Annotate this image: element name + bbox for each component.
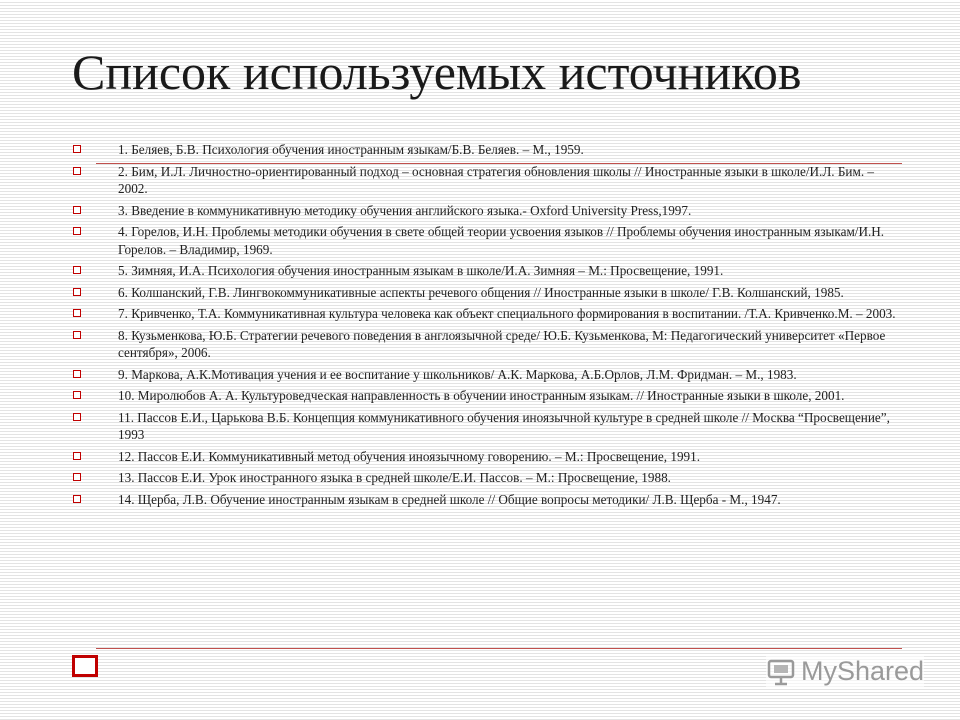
source-text: 7. Кривченко, Т.А. Коммуникативная культура человека как объект специального формирования в воспитании. /Т.А. Кривченко.М. – 2003. [118,306,896,321]
square-bullet-icon [73,309,81,317]
source-text: 14. Щерба, Л.В. Обучение иностранным языкам в средней школе // Общие вопросы методики/ Л.В. Щерба - М., 1947. [118,491,781,507]
source-text: 10. Миролюбов А. А. Культуроведческая направленность в обучении иностранным языкам. // Иностранные языки в школе, 2001. [118,388,845,403]
source-text: 6. Колшанский, Г.В. Лингвокоммуникативные аспекты речевого общения // Иностранные языки в школе/ Г.В. Колшанский, 1985. [118,284,844,300]
source-text: 1. Беляев, Б.В. Психология обучения иностранным языкам/Б.В. Беляев. – М., 1959. [118,142,584,157]
source-text: 3. Введение в коммуникативную методику обучения английского языка.- Oxford University Press,1997. [118,202,692,218]
square-bullet-icon [73,206,81,214]
presentation-screen-icon [766,657,796,687]
watermark-logo [766,656,924,687]
square-bullet-icon [73,370,81,378]
source-text: 5. Зимняя, И.А. Психология обучения иностранным языкам в школе/И.А. Зимняя – М.: Просвещение, 1991. [118,263,724,278]
source-text: 11. Пассов Е.И., Царькова В.Б. Концепция коммуникативного обучения иноязычной культуре в средней школе // Москва “Просвещение”, 1993 [118,409,890,442]
source-text: 9. Маркова, А.К.Мотивация учения и ее воспитание у школьников/ А.К. Маркова, А.Б.Орлов, Л.М. Фридман. – М., 1983. [118,366,797,382]
square-bullet-icon [73,145,81,153]
square-bullet-icon [73,452,81,460]
source-item [72,141,902,159]
square-bullet-icon [73,391,81,399]
source-item [72,163,902,198]
red-rule-bottom [96,648,902,649]
square-bullet-icon [73,288,81,296]
square-bullet-icon [73,413,81,421]
source-list [72,141,902,512]
source-text: 13. Пассов Е.И. Урок иностранного языка в средней школе/Е.И. Пассов. – М.: Просвещение, 1988. [118,470,671,485]
source-text: 12. Пассов Е.И. Коммуникативный метод обучения иноязычному говорению. – М.: Просвещение, 1991. [118,448,701,464]
square-bullet-icon [73,331,81,339]
square-bullet-icon [73,495,81,503]
source-item [72,366,902,384]
source-item [72,491,902,509]
source-item [72,284,902,302]
source-item [72,223,902,258]
source-item [72,305,902,323]
slide-title: Список используемых источников [72,44,802,100]
source-item [72,327,902,362]
square-bullet-icon [73,473,81,481]
watermark-text: MyShared [801,656,925,686]
source-item [72,409,902,444]
source-text: 2. Бим, И.Л. Личностно-ориентированный подход – основная стратегия обновления школы // Иностранные языки в школе/И.Л. Бим. – 2002. [118,163,875,196]
source-text: 4. Горелов, И.Н. Проблемы методики обучения в свете общей теории усвоения языков // Проблемы обучения иностранным языкам/И.Н. Горелов. – Владимир, 1969. [118,224,885,257]
source-item [72,202,902,220]
source-item [72,469,902,487]
empty-bullet-icon [72,655,98,677]
source-item [72,448,902,466]
square-bullet-icon [73,266,81,274]
square-bullet-icon [73,167,81,175]
square-bullet-icon [73,227,81,235]
source-text: 8. Кузьменкова, Ю.Б. Стратегии речевого поведения в англоязычной среде/ Ю.Б. Кузьменкова, М: Педагогический университет «Первое сентября», 2006. [118,327,886,360]
source-item [72,387,902,405]
source-item [72,262,902,280]
